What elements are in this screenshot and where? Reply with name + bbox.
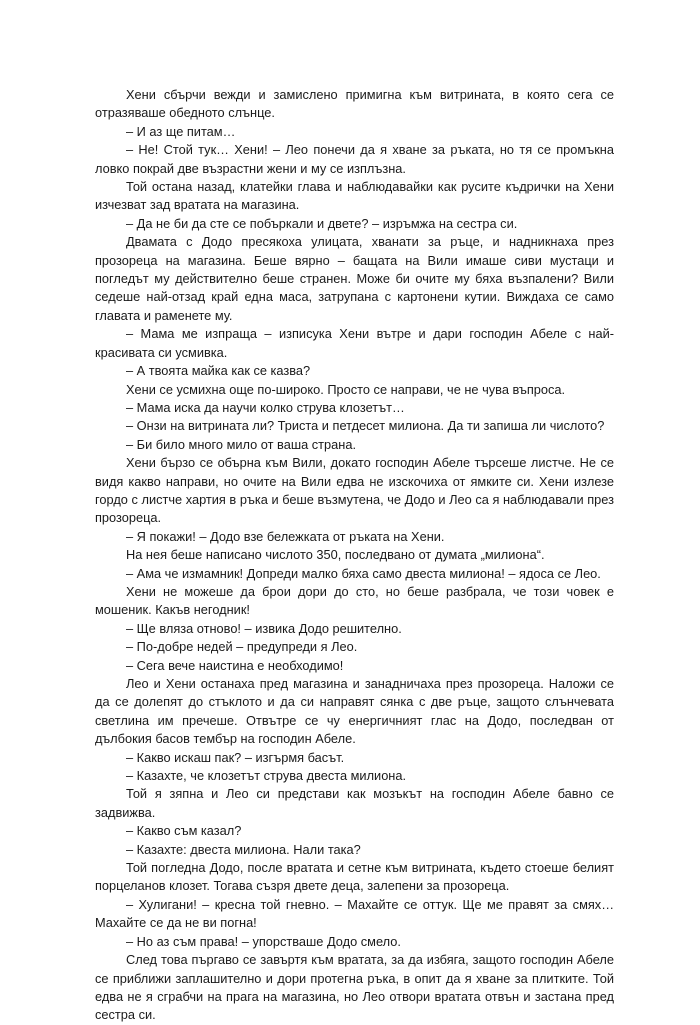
paragraph: Той погледна Додо, после вратата и сетне към витрината, където стоеше белият порцеланов клозет. Тогава съзря двете деца, залепени за прозореца. — [95, 860, 614, 894]
body-text — [95, 86, 614, 1025]
paragraph: – Би било много мило от ваша страна. — [126, 436, 357, 452]
paragraph: – По-добре недей – предупреди я Лео. — [126, 639, 358, 655]
paragraph: – Казахте: двеста милиона. Нали така? — [126, 841, 361, 857]
paragraph: – Ще вляза отново! – извика Додо решително. — [126, 620, 402, 636]
paragraph: – Да не би да сте се побъркали и двете? – изръмжа на сестра си. — [126, 215, 518, 231]
paragraph: Двамата с Додо пресякоха улицата, хванати за ръце, и надникнаха през прозореца на магазина. Беше вярно – бащата на Вили имаше сиви мустаци и погледът му действително беше странен. Може би очите му бяха възпалени? Вили седеше най-отзад край една маса, затрупана с картонени кутии. Виждаха се само главата и раменете му. — [95, 234, 614, 323]
paragraph: – Но аз съм права! – упорстваше Додо смело. — [126, 933, 401, 949]
paragraph: – Я покажи! – Додо взе бележката от ръката на Хени. — [126, 528, 445, 544]
paragraph: – А твоята майка как се казва? — [126, 363, 311, 379]
paragraph: – Казахте, че клозетът струва двеста милиона. — [126, 768, 407, 784]
paragraph: – Мама ме изпраща – изписука Хени вътре и дари господин Абеле с най-красивата си усмивка. — [95, 326, 614, 360]
paragraph: – Сега вече наистина е необходимо! — [126, 657, 344, 673]
paragraph: Лео и Хени останаха пред магазина и занадничаха през прозореца. Наложи се да се долепят до стъклото и да си направят сянка с две ръце, защото слънчевата светлина им пречеше. Отвътре се чу енергичният глас на Додо, последван от дълбокия басов тембър на господин Абеле. — [95, 676, 614, 747]
paragraph: Хени не можеше да брои дори до сто, но беше разбрала, че този човек е мошеник. Какъв негодник! — [95, 583, 614, 618]
paragraph: – Не! Стой тук… Хени! – Лео понечи да я хване за ръката, но тя се промъкна ловко покрай две възрастни жени и му се изплъзна. — [95, 142, 614, 176]
paragraph: Той я зяпна и Лео си представи как мозъкът на господин Абеле бавно се задвижва. — [95, 786, 614, 820]
paragraph: На нея беше написано числото 350, последвано от думата „милиона“. — [126, 547, 545, 563]
paragraph: – Какво съм казал? — [126, 823, 242, 839]
paragraph: – Хулигани! – кресна той гневно. – Махайте се оттук. Ще ме правят за смях… Махайте се да не ви погна! — [95, 896, 614, 931]
paragraph: – Какво искаш пак? – изгърмя басът. — [126, 749, 345, 765]
paragraph: Той остана назад, клатейки глава и наблюдавайки как русите къдрички на Хени изчезват зад вратата на магазина. — [95, 179, 614, 213]
paragraph: След това пъргаво се завъртя към вратата, за да избяга, защото господин Абеле се приближи заплашително и дори протегна ръка, в опит да я хване за плитките. Той едва не я сграбчи на прага на магазина, но Лео отвори вратата отвън и застана пред сестра си. — [95, 952, 614, 1023]
paragraph: – Ама че измамник! Допреди малко бяха само двеста милиона! – ядоса се Лео. — [126, 565, 601, 581]
paragraph: – Онзи на витрината ли? Триста и петдесет милиона. Да ти запиша ли числото? — [126, 418, 605, 434]
paragraph: Хени сбърчи вежди и замислено примигна към витрината, в която сега се отразяваше обедното слънце. — [95, 87, 614, 121]
paragraph: Хени се усмихна още по-широко. Просто се направи, че не чува въпроса. — [126, 381, 566, 397]
paragraph: Хени бързо се обърна към Вили, докато господин Абеле търсеше листче. Не се видя какво направи, но очите на Вили едва не изскочиха от ямките си. Хени излезе гордо с листче хартия в ръка и беше възмутена, че Додо и Лео са я наблюдавали през прозореца. — [95, 455, 614, 526]
paragraph: – Мама иска да научи колко струва клозетът… — [126, 399, 405, 415]
paragraph: – И аз ще питам… — [126, 123, 236, 139]
